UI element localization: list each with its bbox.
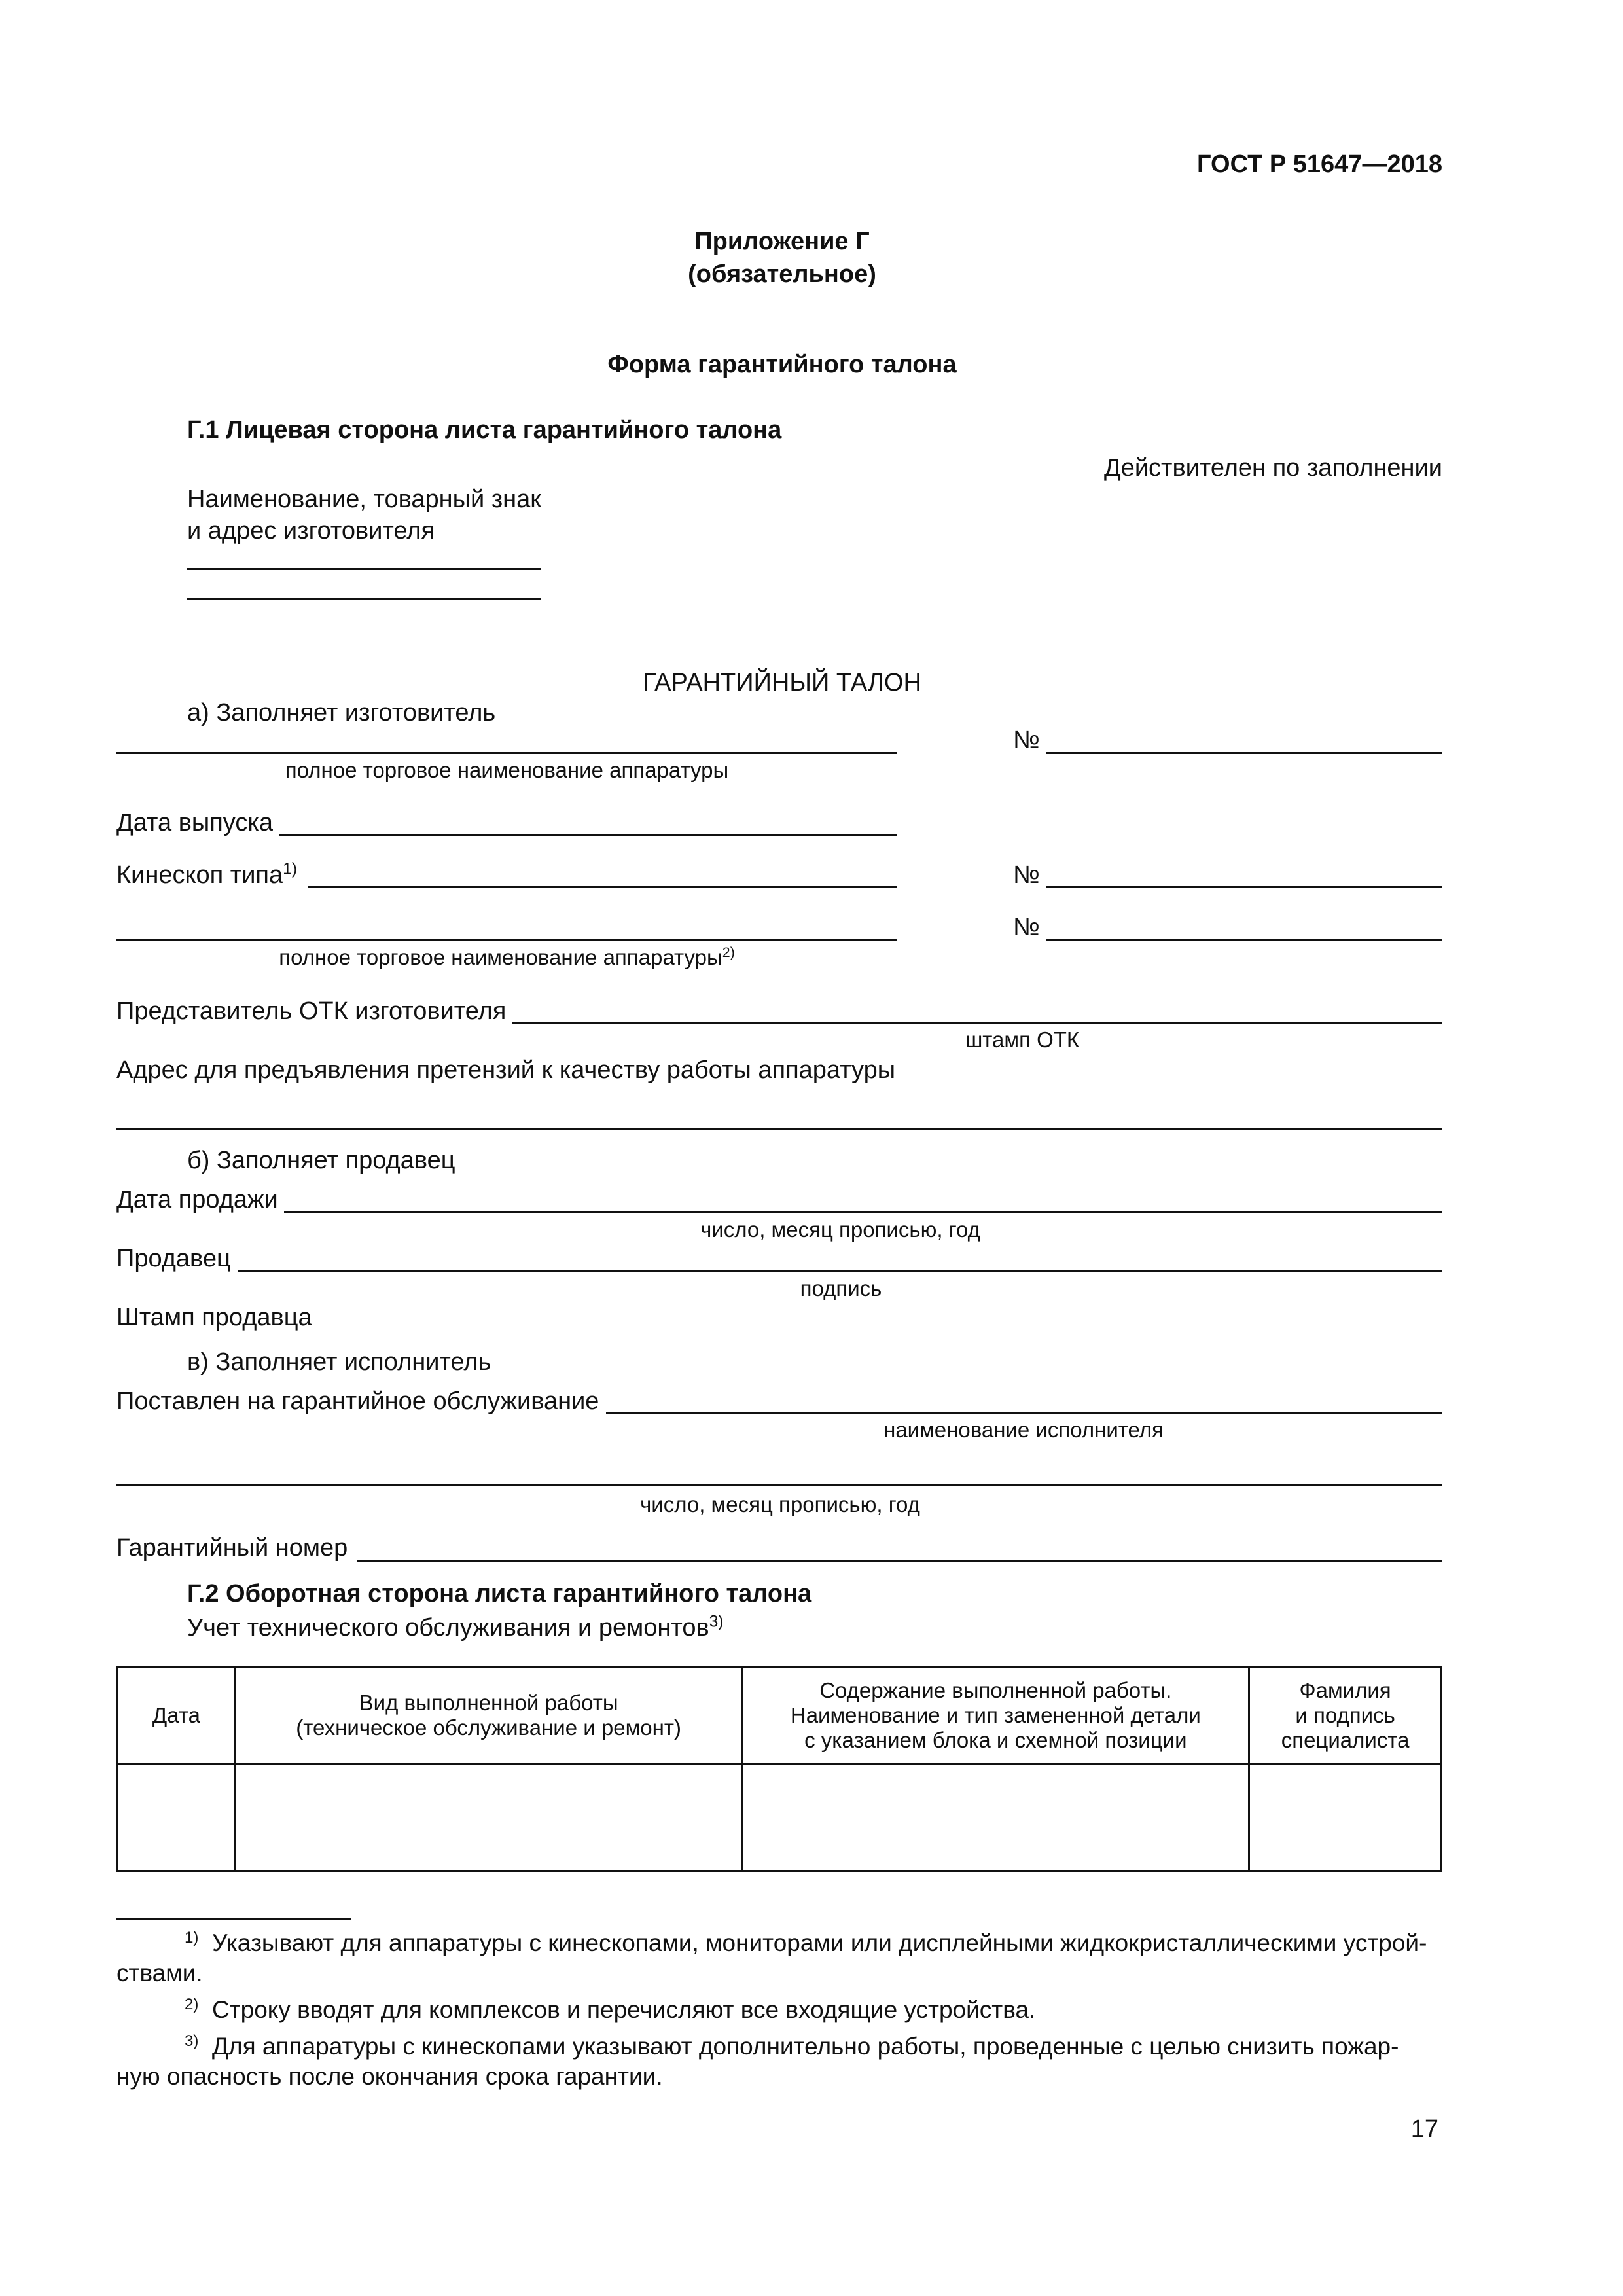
- part-b-label: б) Заполняет продавец: [187, 1147, 455, 1174]
- number-line-3[interactable]: [1046, 939, 1442, 941]
- standard-number: ГОСТ Р 51647—2018: [1197, 151, 1442, 178]
- footnote-rule: [116, 1918, 351, 1920]
- cell-date[interactable]: [118, 1764, 236, 1871]
- g2-subheading: Учет технического обслуживания и ремонтов$^{3)}$: [187, 1613, 724, 1641]
- card-title: ГАРАНТИЙНЫЙ ТАЛОН: [643, 669, 921, 696]
- footnote-2: $^{2)}$ Строку вводят для комплексов и перечисляют все входящие устройства.: [185, 1995, 1036, 2023]
- qc-rep-line[interactable]: [512, 1022, 1442, 1024]
- qc-stamp-caption: штамп ОТК: [965, 1028, 1080, 1052]
- service-date-caption: число, месяц прописью, год: [640, 1492, 920, 1516]
- release-date-label: Дата выпуска: [116, 809, 273, 836]
- service-date-line[interactable]: [116, 1484, 1442, 1486]
- footnote-1-line2: ствами.: [116, 1960, 203, 1986]
- part-c-label: в) Заполняет исполнитель: [187, 1348, 491, 1376]
- table-header-row: [118, 1667, 1442, 1764]
- complex-name-line[interactable]: [116, 939, 897, 941]
- service-reg-label: Поставлен на гарантийное обслуживание: [116, 1388, 599, 1415]
- header-work-content: Содержание выполненной работы. Наименование и тип замененной детали с указанием блока и схемной позиции: [742, 1667, 1249, 1764]
- header-date: Дата: [118, 1667, 236, 1764]
- cell-work-content[interactable]: [742, 1764, 1249, 1871]
- annex-title: Приложение Г: [694, 228, 870, 255]
- release-date-line[interactable]: [279, 834, 897, 836]
- service-reg-line[interactable]: [606, 1412, 1442, 1414]
- g1-heading: Г.1 Лицевая сторона листа гарантийного талона: [187, 416, 782, 444]
- footnote-3-line1: $^{3)}$ Для аппаратуры с кинескопами указывают дополнительно работы, проведенные с целью снизить пожар-: [185, 2032, 1399, 2060]
- kinescope-line[interactable]: [308, 886, 897, 888]
- number-label-2: №: [1013, 861, 1040, 889]
- sale-date-line[interactable]: [284, 1211, 1442, 1213]
- header-work-type: Вид выполненной работы (техническое обслуживание и ремонт): [235, 1667, 742, 1764]
- seller-signature-caption: подпись: [800, 1276, 882, 1300]
- valid-note: Действителен по заполнении: [1103, 454, 1442, 482]
- number-label-3: №: [1013, 914, 1040, 941]
- claims-address-label: Адрес для предъявления претензий к качеству работы аппаратуры: [116, 1056, 896, 1084]
- number-label-1: №: [1013, 726, 1040, 754]
- warranty-number-label: Гарантийный номер: [116, 1534, 348, 1562]
- maker-line-2[interactable]: [187, 598, 541, 600]
- service-record-table: [116, 1666, 1442, 1872]
- maker-line-1[interactable]: [187, 568, 541, 570]
- full-name-line[interactable]: [116, 752, 897, 754]
- page-number: 17: [1410, 2115, 1438, 2143]
- claims-address-line[interactable]: [116, 1128, 1442, 1130]
- part-a-label: а) Заполняет изготовитель: [187, 699, 496, 726]
- qc-rep-label: Представитель ОТК изготовителя: [116, 997, 507, 1025]
- warranty-number-line[interactable]: [357, 1560, 1442, 1562]
- header-specialist: Фамилия и подпись специалиста: [1249, 1667, 1442, 1764]
- seller-stamp-label: Штамп продавца: [116, 1304, 312, 1331]
- annex-status: (обязательное): [688, 260, 876, 288]
- cell-work-type[interactable]: [235, 1764, 742, 1871]
- table-row: [118, 1764, 1442, 1871]
- seller-line[interactable]: [238, 1270, 1442, 1272]
- seller-label: Продавец: [116, 1245, 231, 1272]
- footnote-1-line1: $^{1)}$ Указывают для аппаратуры с кинескопами, мониторами или дисплейными жидкокристаллическими устрой-: [185, 1928, 1427, 1956]
- footnote-3-line2: ную опасность после окончания срока гарантии.: [116, 2063, 663, 2090]
- cell-specialist[interactable]: [1249, 1764, 1442, 1871]
- performer-caption: наименование исполнителя: [883, 1418, 1164, 1442]
- number-line-2[interactable]: [1046, 886, 1442, 888]
- number-line-1[interactable]: [1046, 752, 1442, 754]
- complex-name-caption: полное торговое наименование аппаратуры$^{2)}$: [279, 944, 735, 969]
- sale-date-label: Дата продажи: [116, 1186, 278, 1213]
- maker-label-line2: и адрес изготовителя: [187, 517, 435, 545]
- sale-date-caption: число, месяц прописью, год: [700, 1217, 980, 1242]
- g2-heading: Г.2 Оборотная сторона листа гарантийного талона: [187, 1580, 812, 1607]
- maker-label-line1: Наименование, товарный знак: [187, 486, 541, 513]
- full-name-caption: полное торговое наименование аппаратуры: [285, 758, 729, 782]
- kinescope-label: Кинескоп типа$^{1)}$: [116, 860, 298, 889]
- form-title: Форма гарантийного талона: [607, 351, 957, 378]
